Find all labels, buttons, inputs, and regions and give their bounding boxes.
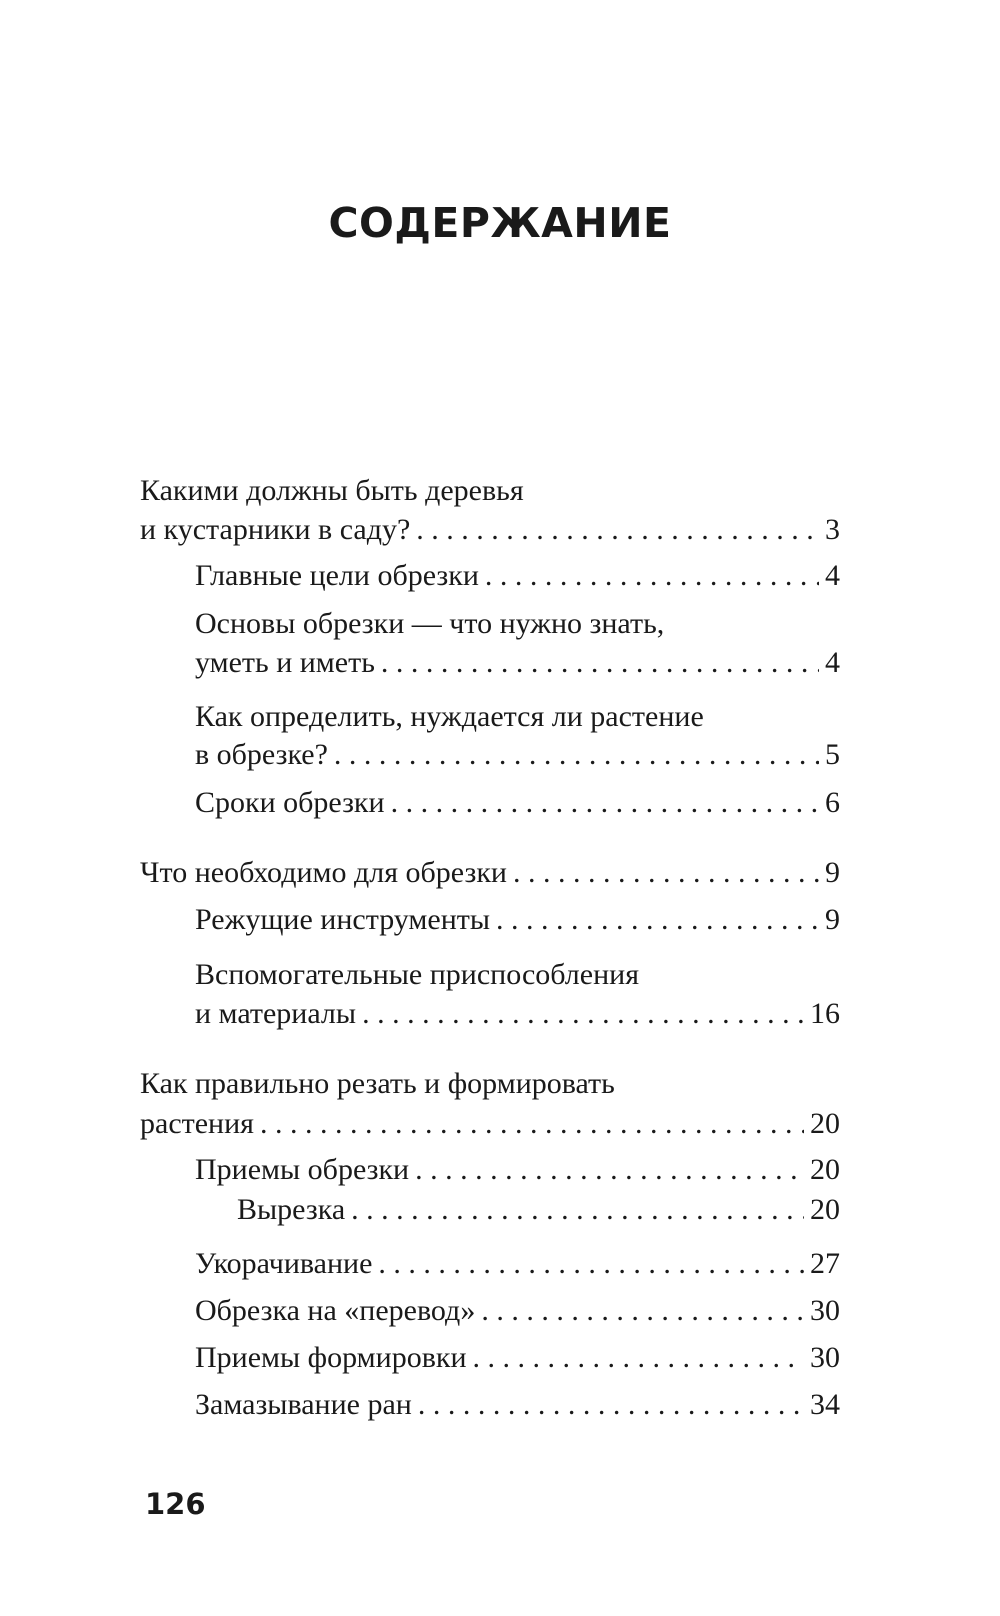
toc-page-number: 4 (825, 646, 840, 679)
dot-leader (260, 1104, 804, 1144)
toc-entry-text: Приемы формировки (195, 1341, 467, 1374)
toc-entry-text: Укорачивание (195, 1247, 373, 1280)
toc-page-number: 16 (810, 997, 840, 1030)
toc-page-number: 6 (825, 786, 840, 819)
toc-page-number: 4 (825, 559, 840, 592)
toc-entry-text: Вспомогательные приспособления (195, 958, 639, 991)
dot-leader (513, 853, 819, 893)
toc-entry[interactable] (237, 1190, 840, 1230)
dot-leader (378, 1244, 804, 1284)
toc-entry[interactable] (195, 556, 840, 596)
toc-entry-text: и кустарники в саду? (140, 513, 411, 546)
toc-entry-text: Сроки обрезки (195, 786, 385, 819)
dot-leader (415, 1150, 804, 1190)
toc-entry-text: растения (140, 1107, 254, 1140)
toc-entry[interactable] (140, 1104, 840, 1144)
toc-entry-text: Замазывание ран (195, 1388, 412, 1421)
toc-entry-text: в обрезке? (195, 738, 328, 771)
toc-page-number: 20 (810, 1193, 840, 1226)
dot-leader (334, 735, 819, 775)
toc-entry-text: Режущие инструменты (195, 903, 491, 936)
toc-entry-text: Как правильно резать и формировать (140, 1067, 615, 1100)
dot-leader (381, 643, 819, 683)
toc-page-number: 27 (810, 1247, 840, 1280)
toc-entry[interactable] (195, 1291, 840, 1331)
dot-leader (418, 1385, 804, 1425)
toc-entry[interactable] (195, 1385, 840, 1425)
toc-page-number: 3 (825, 513, 840, 546)
toc-entry-text: Какими должны быть деревья (140, 474, 524, 507)
toc-entry-text: уметь и иметь (195, 646, 375, 679)
toc-entry[interactable] (195, 900, 840, 940)
toc-page-number: 20 (810, 1153, 840, 1186)
toc-entry[interactable] (195, 643, 840, 683)
toc-page-number: 20 (810, 1107, 840, 1140)
toc-page-number: 30 (810, 1294, 840, 1327)
dot-leader (351, 1190, 804, 1230)
toc-entry-text: Что необходимо для обрезки (140, 856, 507, 889)
toc-page-number: 9 (825, 903, 840, 936)
page-number: 126 (145, 1487, 206, 1521)
toc-page-number: 9 (825, 856, 840, 889)
toc-entry[interactable] (195, 783, 840, 823)
toc-entry-text: Приемы обрезки (195, 1153, 410, 1186)
dot-leader (481, 1291, 804, 1331)
toc-entry[interactable] (140, 510, 840, 550)
dot-leader (391, 783, 819, 823)
toc-entry[interactable] (195, 1338, 840, 1378)
toc-entry-text: Обрезка на «перевод» (195, 1294, 476, 1327)
toc-entry[interactable] (195, 1244, 840, 1284)
toc-page-number: 30 (810, 1341, 840, 1374)
page-title: СОДЕРЖАНИЕ (328, 199, 672, 247)
dot-leader (473, 1338, 805, 1378)
toc-entry-text: Вырезка (237, 1193, 346, 1226)
dot-leader (416, 510, 819, 550)
toc-entry[interactable] (195, 1150, 840, 1190)
dot-leader (496, 900, 819, 940)
toc-entry[interactable] (140, 853, 840, 893)
toc-entry[interactable] (195, 994, 840, 1034)
toc-entry-text: Главные цели обрезки (195, 559, 479, 592)
dot-leader (485, 556, 819, 596)
toc-page-number: 34 (810, 1388, 840, 1421)
toc-entry-text: Основы обрезки — что нужно знать, (195, 607, 665, 640)
toc-entry-text: Как определить, нуждается ли растение (195, 700, 704, 733)
toc-page-number: 5 (825, 738, 840, 771)
toc-entry-text: и материалы (195, 997, 357, 1030)
toc-entry[interactable] (195, 735, 840, 775)
dot-leader (362, 994, 804, 1034)
